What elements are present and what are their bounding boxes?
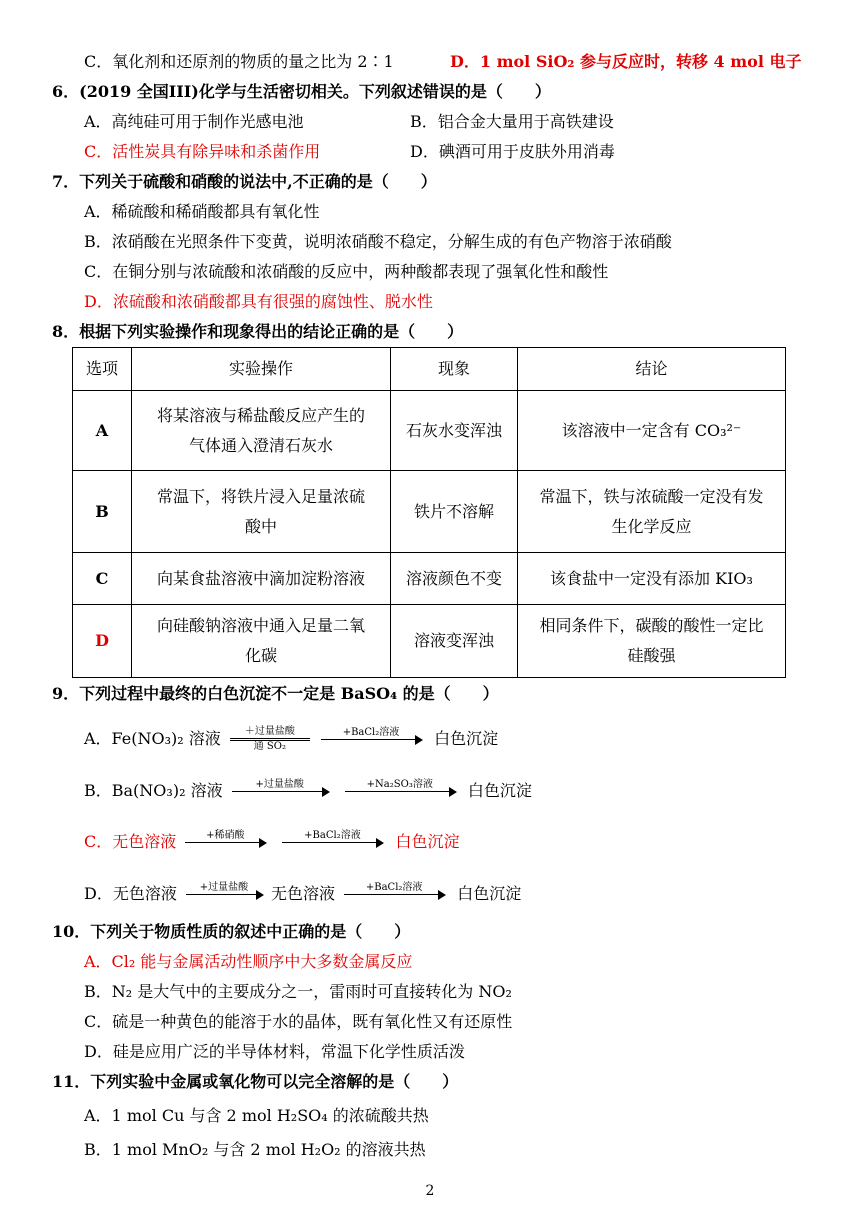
arrow-reagent: +过量盐酸 — [199, 881, 249, 893]
arrow-reagent: +BaCl₂溶液 — [304, 829, 361, 841]
arrow-shaft — [186, 894, 262, 896]
reaction-arrow-2 — [321, 726, 421, 741]
q9-option-b — [84, 778, 532, 801]
arrow-head-icon — [322, 787, 330, 797]
arrow-shaft — [185, 842, 265, 844]
q9-stem: 9．下列过程中最终的白色沉淀不一定是 BaSO₄ 的是（ ） — [52, 684, 499, 703]
q9-option-c-answer — [84, 829, 460, 852]
table-row — [73, 391, 786, 471]
q9-option-a — [84, 726, 499, 752]
q6-option-b: B．铝合金大量用于高铁建设 — [410, 112, 614, 131]
q6-option-a: A．高纯硅可用于制作光感电池 — [84, 112, 304, 131]
header-conclusion: 结论 — [518, 348, 786, 391]
reaction-arrow-2 — [344, 881, 444, 896]
reaction-start: C．无色溶液 — [84, 832, 177, 851]
row-conclusion — [518, 605, 786, 678]
row-option: A — [73, 391, 132, 471]
arrow-shaft — [345, 791, 455, 793]
table-header-row — [73, 348, 786, 391]
q8-stem: 8．根据下列实验操作和现象得出的结论正确的是（ ） — [52, 322, 464, 341]
arrow-reagent-bottom: 通 SO₂ — [253, 741, 286, 752]
operation-line-1: 常温下，将铁片浸入足量浓硫 — [156, 486, 365, 506]
double-line-top — [230, 738, 310, 739]
reaction-start: B．Ba(NO₃)₂ 溶液 — [84, 781, 223, 800]
q7-option-c: C．在铜分别与浓硫酸和浓硝酸的反应中，两种酸都表现了强氧化性和酸性 — [84, 262, 609, 281]
row-option-answer: D — [73, 605, 132, 678]
row-operation — [132, 605, 391, 678]
conclusion-line-1: 该溶液中一定含有 CO₃²⁻ — [561, 420, 742, 440]
operation-line-1: 将某溶液与稀盐酸反应产生的 — [156, 405, 365, 425]
conclusion-line-1: 常温下，铁与浓硫酸一定没有发 — [539, 486, 764, 506]
q7-stem: 7．下列关于硫酸和硝酸的说法中,不正确的是（ ） — [52, 172, 437, 191]
q10-option-c: C．硫是一种黄色的能溶于水的晶体，既有氧化性又有还原性 — [84, 1012, 513, 1031]
arrow-head-icon — [449, 787, 457, 797]
reaction-end: 白色沉淀 — [434, 729, 499, 748]
q10-stem: 10．下列关于物质性质的叙述中正确的是（ ） — [52, 922, 411, 941]
arrow-head-icon — [259, 838, 267, 848]
row-phenomenon: 溶液颜色不变 — [391, 553, 518, 605]
arrow-head-icon — [415, 735, 423, 745]
q5-option-d-answer: D．1 mol SiO₂ 参与反应时，转移 4 mol 电子 — [450, 52, 802, 71]
q8-table — [72, 347, 786, 678]
table-row — [73, 553, 786, 605]
reaction-middle: 无色溶液 — [271, 884, 336, 903]
q11-option-b: B．1 mol MnO₂ 与含 2 mol H₂O₂ 的溶液共热 — [84, 1140, 426, 1159]
row-operation: 向某食盐溶液中滴加淀粉溶液 — [132, 553, 391, 605]
arrow-shaft — [232, 791, 328, 793]
q10-option-b: B．N₂ 是大气中的主要成分之一，雷雨时可直接转化为 NO₂ — [84, 982, 512, 1001]
q10-option-a-answer: A．Cl₂ 能与金属活动性顺序中大多数金属反应 — [84, 952, 413, 971]
conclusion-line-2: 硅酸强 — [627, 646, 676, 665]
arrow-reagent: +BaCl₂溶液 — [365, 881, 423, 893]
conclusion-line-2: 生化学反应 — [611, 516, 692, 536]
operation-line-2: 酸中 — [244, 516, 277, 536]
q11-stem: 11．下列实验中金属或氧化物可以完全溶解的是（ ） — [52, 1072, 459, 1091]
q7-option-a: A．稀硫酸和稀硝酸都具有氧化性 — [84, 202, 320, 221]
q6-option-d: D．碘酒可用于皮肤外用消毒 — [410, 142, 615, 161]
arrow-reagent-top: ＋过量盐酸 — [244, 726, 295, 737]
arrow-shaft — [344, 894, 444, 896]
reaction-end: 白色沉淀 — [395, 832, 460, 851]
operation-line-2: 气体通入澄清石灰水 — [188, 435, 333, 455]
reaction-arrow-2 — [282, 829, 382, 844]
reaction-start: D．无色溶液 — [84, 884, 177, 903]
q7-option-b: B．浓硝酸在光照条件下变黄，说明浓硝酸不稳定，分解生成的有色产物溶于浓硝酸 — [84, 232, 672, 251]
reaction-arrow-1 — [230, 726, 310, 752]
q5-option-c: C．氧化剂和还原剂的物质的量之比为 2∶1 — [84, 52, 394, 71]
page-number: 2 — [425, 1183, 435, 1199]
arrow-head-icon — [438, 890, 446, 900]
row-phenomenon: 石灰水变浑浊 — [391, 391, 518, 471]
q6-stem: 6．(2019 全国III)化学与生活密切相关。下列叙述错误的是（ ） — [52, 82, 551, 101]
arrow-reagent: +Na₂SO₃溶液 — [366, 778, 433, 790]
q11-option-a: A．1 mol Cu 与含 2 mol H₂SO₄ 的浓硫酸共热 — [84, 1106, 429, 1125]
operation-line-2: 化碳 — [244, 646, 277, 665]
reaction-end: 白色沉淀 — [457, 884, 522, 903]
arrow-reagent: +BaCl₂溶液 — [342, 726, 400, 738]
q9-option-d — [84, 881, 522, 904]
row-conclusion: 该食盐中一定没有添加 KIO₃ — [518, 553, 786, 605]
reaction-arrow-1 — [185, 829, 265, 844]
arrow-shaft — [282, 842, 382, 844]
q10-option-d: D．硅是应用广泛的半导体材料，常温下化学性质活泼 — [84, 1042, 465, 1061]
arrow-head-icon — [376, 838, 384, 848]
reaction-arrow-1 — [186, 881, 262, 896]
row-operation — [132, 471, 391, 553]
row-conclusion — [518, 391, 786, 471]
row-conclusion — [518, 471, 786, 553]
table-row — [73, 471, 786, 553]
arrow-head-icon — [256, 890, 264, 900]
table-row — [73, 605, 786, 678]
reaction-end: 白色沉淀 — [467, 781, 532, 800]
header-option: 选项 — [73, 348, 132, 391]
row-operation — [132, 391, 391, 471]
row-phenomenon: 铁片不溶解 — [391, 471, 518, 553]
operation-line-1: 向硅酸钠溶液中通入足量二氧 — [156, 616, 365, 635]
header-operation: 实验操作 — [132, 348, 391, 391]
reaction-arrow-1 — [232, 778, 328, 793]
row-option: C — [73, 553, 132, 605]
arrow-reagent: +稀硝酸 — [206, 829, 245, 841]
arrow-reagent: +过量盐酸 — [255, 778, 304, 790]
row-option: B — [73, 471, 132, 553]
header-phenomenon: 现象 — [391, 348, 518, 391]
conclusion-line-1: 相同条件下，碳酸的酸性一定比 — [539, 616, 764, 635]
arrow-shaft — [321, 739, 421, 741]
reaction-arrow-2 — [345, 778, 455, 793]
reaction-start: A．Fe(NO₃)₂ 溶液 — [84, 729, 221, 748]
q6-option-c-answer: C．活性炭具有除异味和杀菌作用 — [84, 142, 321, 161]
q7-option-d-answer: D．浓硫酸和浓硝酸都具有很强的腐蚀性、脱水性 — [84, 292, 433, 311]
row-phenomenon: 溶液变浑浊 — [391, 605, 518, 678]
